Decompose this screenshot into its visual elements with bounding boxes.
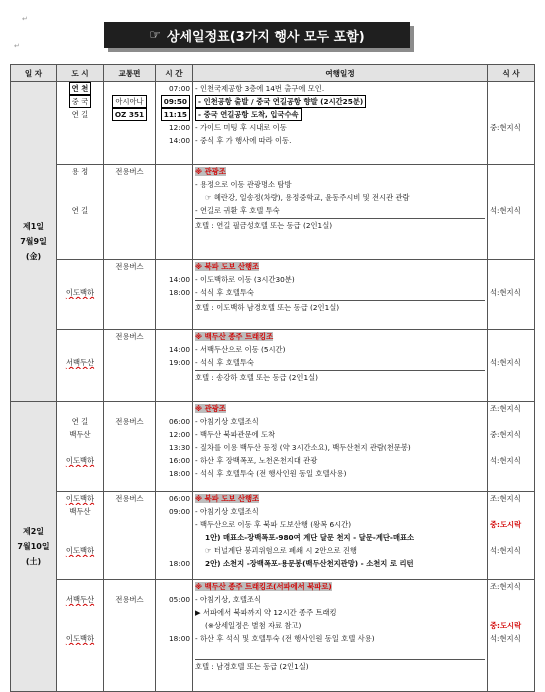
city-cell xyxy=(57,330,104,402)
meal-value: 중:현지식 xyxy=(490,430,521,439)
city-cell xyxy=(57,260,104,330)
transport-value: 전용버스 xyxy=(115,417,144,426)
city-cell xyxy=(57,492,104,580)
day-date: 7월10일 xyxy=(17,542,50,551)
meal-value: 중:도시락 xyxy=(490,520,522,529)
itinerary-item: - 백두산 북파관문에 도착 xyxy=(195,430,276,439)
table-row xyxy=(11,82,535,165)
time-value: 07:00 xyxy=(168,84,190,93)
itinerary-item: - 아침기상 호텔조식 xyxy=(195,417,259,426)
city-value: 이도백하 xyxy=(65,288,95,297)
meal-value: 석:현지식 xyxy=(490,358,521,367)
itinerary-cell xyxy=(193,260,488,330)
schedule-title-banner xyxy=(104,22,410,48)
time-cell xyxy=(156,402,193,492)
day-weekday: (金) xyxy=(25,252,42,261)
time-value: 14:00 xyxy=(168,275,190,284)
city-value: 이도백하 xyxy=(65,456,95,465)
flight-number: OZ 351 xyxy=(112,108,147,121)
group-heading: ※ 백두산 종주 트래킹조 xyxy=(195,332,274,341)
itinerary-cell xyxy=(193,82,488,165)
header-meal: 식 사 xyxy=(488,65,535,82)
itinerary-item: ▶ 서파에서 북파까지 약 12시간 종주 트래킹 xyxy=(195,608,337,617)
city-value: 이도백하 xyxy=(65,634,95,643)
transport-cell xyxy=(104,260,156,330)
transport-cell xyxy=(104,492,156,580)
header-transport: 교통편 xyxy=(104,65,156,82)
time-value: 09:00 xyxy=(168,507,190,516)
itinerary-item: - 인천공항 출발 / 중국 연길공항 향발 (2시간25분) xyxy=(195,95,366,108)
hotel-info: 호텔 : 연길 필금성호텔 또는 동급 (2인1실) xyxy=(195,218,485,232)
city-value: 백두산 xyxy=(69,507,91,516)
itinerary-item: ☞ 혜란강, 일송정(차량), 용정중학교, 윤동주시비 및 전시관 관람 xyxy=(205,193,410,202)
hotel-info: 호텔 : 이도백하 남경호텔 또는 동급 (2인1실) xyxy=(195,300,485,314)
city-value: 연 길 xyxy=(71,417,89,426)
group-heading: ※ 북파 도보 산행조 xyxy=(195,262,260,271)
time-cell xyxy=(156,165,193,260)
itinerary-item: - 아침기상, 호텔조식 xyxy=(195,595,261,604)
schedule-table xyxy=(10,64,535,692)
meal-value: 중:현지식 xyxy=(490,123,521,132)
time-value: 18:00 xyxy=(168,559,190,568)
header-city: 도 시 xyxy=(57,65,104,82)
time-value: 06:00 xyxy=(168,494,190,503)
itinerary-cell xyxy=(193,402,488,492)
itinerary-item: - 석식 후 호텔투숙 (전 행사인원 동일 호텔사용) xyxy=(195,469,347,478)
transport-value: 전용버스 xyxy=(115,595,144,604)
itinerary-item: - 하산 후 석식 및 호텔투숙 (전 행사인원 동일 호텔 사용) xyxy=(195,634,375,643)
time-value: 14:00 xyxy=(168,345,190,354)
time-value: 09:50 xyxy=(161,95,190,108)
hotel-info: 호텔 : 송강하 호텔 또는 동급 (2인1실) xyxy=(195,370,485,384)
meal-value: 중:도시락 xyxy=(490,621,522,630)
city-value: 이도백하 xyxy=(65,494,95,503)
time-cell xyxy=(156,330,193,402)
city-china: 중 국 xyxy=(69,95,91,108)
time-cell xyxy=(156,260,193,330)
meal-value: 조:현지식 xyxy=(490,404,521,413)
transport-cell xyxy=(104,580,156,692)
hotel-info: 호텔 : 남경호텔 또는 동급 (2인1실) xyxy=(195,659,485,673)
group-heading: ※ 관광조 xyxy=(195,404,226,413)
meal-value: 석:현지식 xyxy=(490,206,521,215)
itinerary-item: - 중국 연길공항 도착, 입국수속 xyxy=(195,108,302,121)
itinerary-item: ☞ 터널계단 붕괴위험으로 폐쇄 시 2안으로 진행 xyxy=(205,546,357,555)
transport-cell xyxy=(104,165,156,260)
time-value: 12:00 xyxy=(168,430,190,439)
city-value: 백두산 xyxy=(69,430,91,439)
itinerary-item: - 가이드 미팅 후 시내로 이동 xyxy=(195,123,287,132)
time-cell xyxy=(156,580,193,692)
time-cell xyxy=(156,492,193,580)
itinerary-item: - 석식 후 호텔투숙 xyxy=(195,358,254,367)
itinerary-cell xyxy=(193,330,488,402)
group-heading: ※ 백두산 종주 트래킹조(서파에서 북파로) xyxy=(195,582,332,591)
time-value: 16:00 xyxy=(168,456,190,465)
city-value: 서백두산 xyxy=(65,358,95,367)
table-header-row xyxy=(11,65,535,82)
city-yanji: 연 길 xyxy=(71,110,89,119)
itinerary-item: - 중식 후 가 행사에 따라 이동. xyxy=(195,136,292,145)
itinerary-item: - 석식 후 호텔투숙 xyxy=(195,288,254,297)
meal-cell xyxy=(488,402,535,492)
day-date: 7월9일 xyxy=(20,237,47,246)
itinerary-item: - 백두산으로 이동 후 북파 도보산행 (왕복 6시간) xyxy=(195,520,352,529)
itinerary-item: - 용정으로 이동 관광명소 탐방 xyxy=(195,180,292,189)
transport-cell xyxy=(104,402,156,492)
meal-value: 조:현지식 xyxy=(490,494,521,503)
itinerary-cell xyxy=(193,492,488,580)
transport-value: 전용버스 xyxy=(115,262,144,271)
itinerary-item: - 이도백하로 이동 (3시간30분) xyxy=(195,275,295,284)
time-value: 06:00 xyxy=(168,417,190,426)
header-time: 시 간 xyxy=(156,65,193,82)
itinerary-item: - 짚차를 이용 백두산 등정 (약 3시간소요), 백두산천지 관람(천문봉) xyxy=(195,443,411,452)
itinerary-cell xyxy=(193,165,488,260)
city-value: 연 길 xyxy=(71,206,89,215)
itinerary-item: - 서백두산으로 이동 (5시간) xyxy=(195,345,286,354)
time-value: 05:00 xyxy=(168,595,190,604)
time-value: 11:15 xyxy=(161,108,190,121)
day-label: 제1일 xyxy=(22,222,45,231)
airline: 아시아나 xyxy=(112,95,146,108)
schedule-title: 상세일정표(3가지 행사 모두 포함) xyxy=(166,29,365,45)
city-value: 서백두산 xyxy=(65,595,95,604)
city-cell xyxy=(57,165,104,260)
day2-date-cell xyxy=(11,402,57,692)
itinerary-cell xyxy=(193,580,488,692)
meal-cell xyxy=(488,330,535,402)
time-value: 18:00 xyxy=(168,469,190,478)
pointing-hand-icon: ☞ xyxy=(149,27,161,43)
meal-value: 석:현지식 xyxy=(490,456,521,465)
itinerary-item: 1안) 매표소-장백폭포-980여 계단 달문 천지 - 달문-계단-매표소 xyxy=(205,533,415,542)
time-cell xyxy=(156,82,193,165)
meal-cell xyxy=(488,260,535,330)
table-row xyxy=(11,260,535,330)
time-value: 13:30 xyxy=(168,443,190,452)
paragraph-mark: ↵ xyxy=(22,15,28,23)
time-value: 19:00 xyxy=(168,358,190,367)
meal-value: 조:현지식 xyxy=(490,582,521,591)
header-date: 일 자 xyxy=(11,65,57,82)
city-value: 이도백하 xyxy=(65,546,95,555)
city-cell xyxy=(57,580,104,692)
itinerary-item: - 인천국제공항 3층에 14번 출구에 모인. xyxy=(195,84,325,93)
itinerary-item: - 연길로 귀환 후 호텔 투숙 xyxy=(195,206,280,215)
meal-cell xyxy=(488,492,535,580)
city-cell xyxy=(57,82,104,165)
time-value: 14:00 xyxy=(168,136,190,145)
meal-value: 석:현지식 xyxy=(490,634,521,643)
city-departure: 연 천 xyxy=(69,82,92,95)
table-row xyxy=(11,330,535,402)
itinerary-item: - 아침기상 호텔조식 xyxy=(195,507,259,516)
table-row xyxy=(11,492,535,580)
city-cell xyxy=(57,402,104,492)
paragraph-mark: ↵ xyxy=(14,42,20,50)
itinerary-item: (※상세일정은 별첨 자료 참고) xyxy=(205,621,302,630)
transport-value: 전용버스 xyxy=(115,167,144,176)
meal-cell xyxy=(488,82,535,165)
day1-date-cell xyxy=(11,82,57,402)
transport-cell xyxy=(104,330,156,402)
itinerary-item: - 하산 후 장백폭포, 노천온천지대 관광 xyxy=(195,456,318,465)
meal-value: 석:현지식 xyxy=(490,546,521,555)
city-value: 용 정 xyxy=(71,167,89,176)
time-value: 18:00 xyxy=(168,634,190,643)
meal-cell xyxy=(488,580,535,692)
transport-value: 전용버스 xyxy=(115,332,144,341)
table-row xyxy=(11,165,535,260)
transport-cell xyxy=(104,82,156,165)
itinerary-item: 2안) 소천지 -장백폭포-용문봉(백두산천지관망) - 소천지 로 리턴 xyxy=(205,559,414,568)
time-value: 12:00 xyxy=(168,123,190,132)
day-weekday: (土) xyxy=(25,557,42,566)
day-label: 제2일 xyxy=(22,527,45,536)
time-value: 18:00 xyxy=(168,288,190,297)
group-heading: ※ 관광조 xyxy=(195,167,226,176)
group-heading: ※ 북파 도보 산행조 xyxy=(195,494,260,503)
meal-value: 석:현지식 xyxy=(490,288,521,297)
transport-value: 전용버스 xyxy=(115,494,144,503)
header-itinerary: 여행일정 xyxy=(193,65,488,82)
meal-cell xyxy=(488,165,535,260)
table-row xyxy=(11,580,535,692)
table-row xyxy=(11,402,535,492)
